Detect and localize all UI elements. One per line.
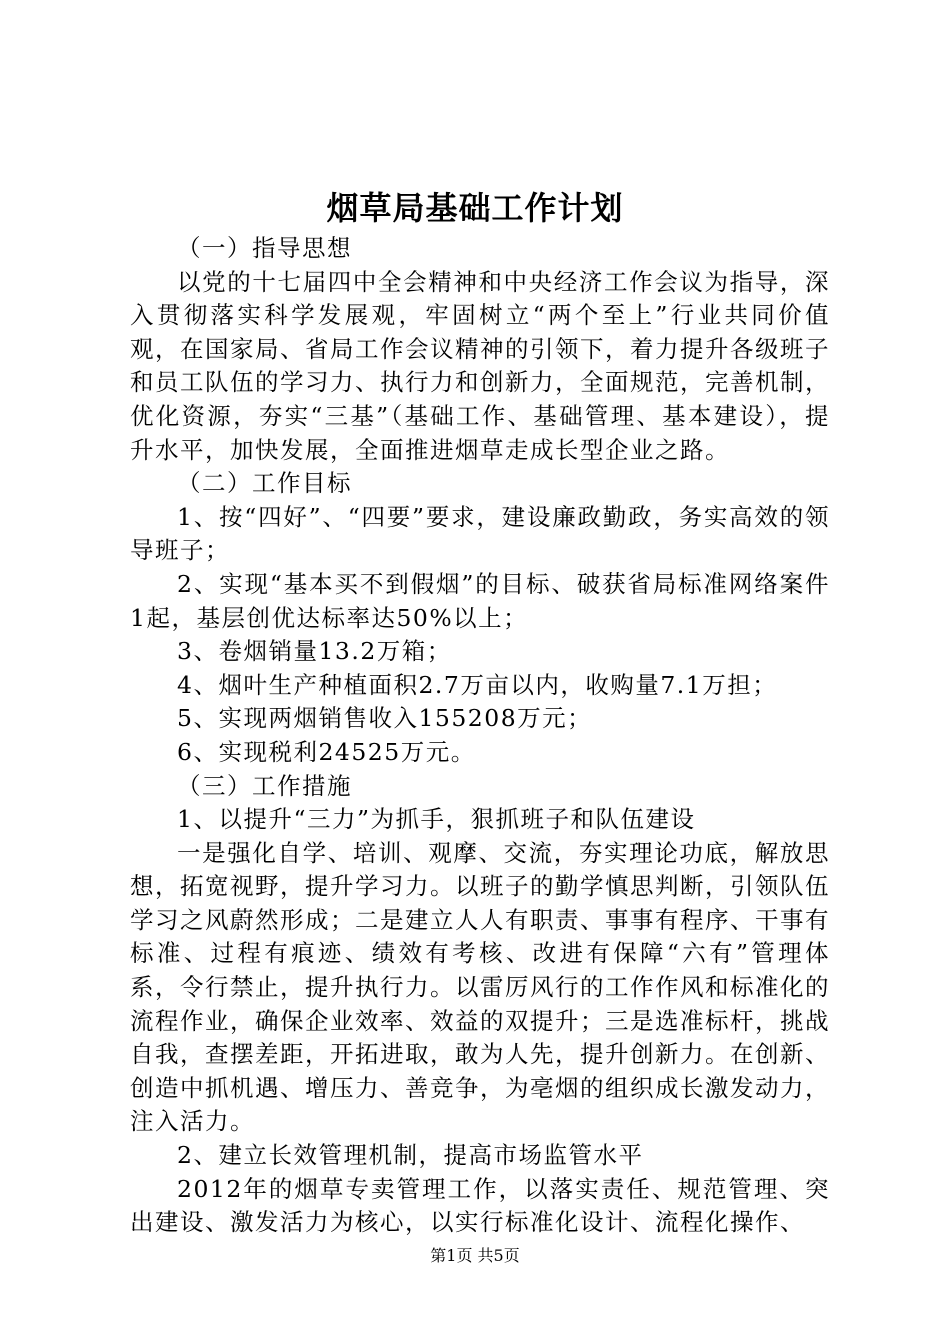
measure-heading-2: 2、建立长效管理机制，提高市场监管水平 [177,1141,644,1170]
paragraph-guiding-ideology: 以党的十七届四中全会精神和中央经济工作会议为指导，深入贯彻落实科学发展观，牢固树立“两个至上”行业共同价值观，在国家局、省局工作会议精神的引领下，着力提升各级班子和员工队伍的学习力、执行力和创新力，全面规范，完善机制，优化资源，夯实“三基”（基础工作、基础管理、基本建设），提升水平，加快发展，全面推进烟草走成长型企业之路。 [130,267,830,464]
section-heading-guiding-ideology: （一）指导思想 [177,234,352,262]
goal-item-2: 2、实现“基本买不到假烟”的目标、破获省局标准网络案件1起，基层创优达标率达50%以上； [130,569,830,632]
section-heading-work-measures: （三）工作措施 [177,771,352,800]
document-title: 烟草局基础工作计划 [326,189,624,227]
goal-item-3: 3、卷烟销量13.2万箱； [177,637,452,666]
goal-item-1: 1、按“四好”、“四要”要求，建设廉政勤政，务实高效的领导班子； [130,502,830,565]
paragraph-measure-1: 一是强化自学、培训、观摩、交流，夯实理论功底，解放思想，拓宽视野，提升学习力。以班子的勤学慎思判断，引领队伍学习之风蔚然形成；二是建立人人有职责、事事有程序、干事有标准、过程有痕迹、绩效有考核、改进有保障“六有”管理体系，令行禁止，提升执行力。以雷厉风行的工作作风和标准化的流程作业，确保企业效率、效益的双提升；三是选准标杆，挑战自我，查摆差距，开拓进取，敢为人先，提升创新力。在创新、创造中抓机遇、增压力、善竞争，为亳烟的组织成长激发动力，注入活力。 [130,838,830,1136]
section-heading-work-goals: （二）工作目标 [177,469,352,498]
goal-item-4: 4、烟叶生产种植面积2.7万亩以内，收购量7.1万担； [177,670,778,699]
measure-heading-1: 1、以提升“三力”为抓手，狠抓班子和队伍建设 [177,805,696,834]
goal-item-5: 5、实现两烟销售收入155208万元； [177,704,593,733]
page-footer: 第1页 共5页 [430,1246,520,1265]
paragraph-measure-2: 2012年的烟草专卖管理工作，以落实责任、规范管理、突出建设、激发活力为核心，以实行标准化设计、流程化操作、 [130,1174,830,1237]
goal-item-6: 6、实现税利24525万元。 [177,737,476,766]
document-body [130,232,830,1240]
